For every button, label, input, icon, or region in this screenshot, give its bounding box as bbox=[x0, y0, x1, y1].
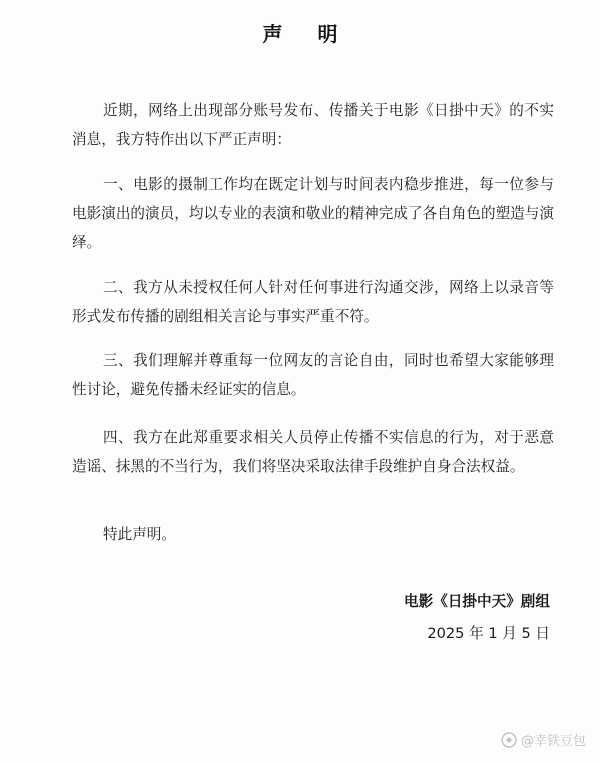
intro-paragraph: 近期，网络上出现部分账号发布、传播关于电影《日掛中天》的不实消息，我方特作出以下严正声明： bbox=[72, 102, 554, 148]
clause-1-paragraph: 一、电影的摄制工作均在既定计划与时间表内稳步推进，每一位参与电影演出的演员，均以专业的表演和敬业的精神完成了各自角色的塑造与演绎。 bbox=[72, 176, 554, 251]
signature-line: 电影《日掛中天》剧组 bbox=[404, 593, 550, 610]
watermark-text: @幸铁豆包 bbox=[520, 734, 586, 749]
date-line: 2025 年 1 月 5 日 bbox=[427, 625, 550, 642]
closing-line: 特此声明。 bbox=[103, 526, 176, 543]
clause-3-paragraph: 三、我们理解并尊重每一位网友的言论自由，同时也希望大家能够理性讨论，避免传播未经证实的信息。 bbox=[72, 352, 554, 398]
platform-logo-icon bbox=[501, 732, 517, 748]
statement-title: 声 明 bbox=[262, 22, 352, 46]
clause-2-paragraph: 二、我方从未授权任何人针对任何事进行沟通交涉，网络上以录音等形式发布传播的剧组相关言论与事实严重不符。 bbox=[72, 279, 554, 325]
watermark bbox=[501, 730, 586, 749]
clause-4-paragraph: 四、我方在此郑重要求相关人员停止传播不实信息的行为，对于恶意造谣、抹黑的不当行为，我们将坚决采取法律手段维护自身合法权益。 bbox=[72, 429, 554, 475]
